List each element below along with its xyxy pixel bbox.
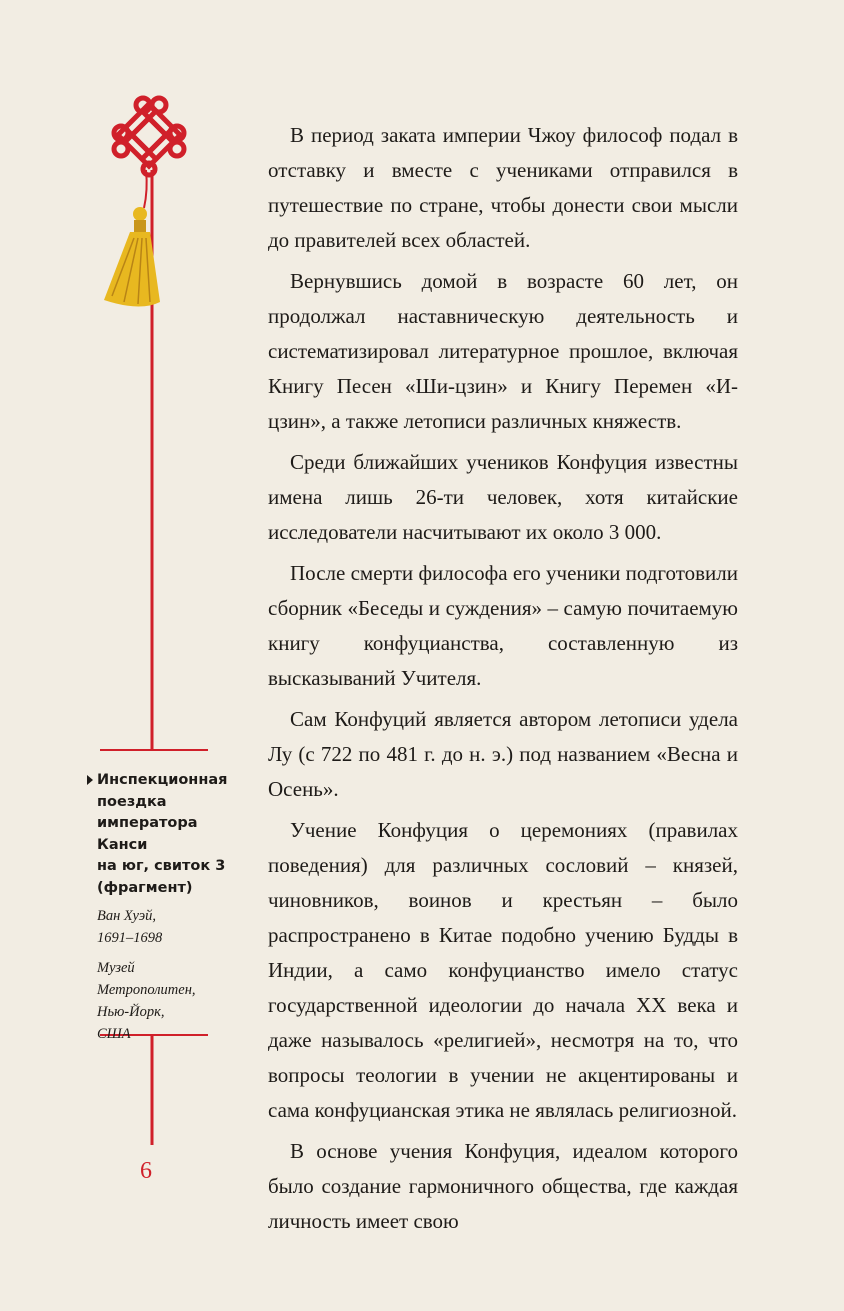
caption-location-line: США xyxy=(97,1026,131,1042)
caption-title-line: Канси xyxy=(97,836,148,853)
caption-location-line: Нью-Йорк, xyxy=(97,1004,165,1020)
paragraph: Учение Конфуция о церемониях (правилах поведения) для различных сословий – князей, чиновников, воинов и крестьян – было распространено в Китае подобно учению Будды в Индии, а само конфуцианство имело статус государственной идеологии до начала XX века и даже называлось «религией», несмотря на то, что вопросы теологии в учении не акцентированы и сама конфуцианская этика не являлась религиозной. xyxy=(268,818,738,1122)
caption-location xyxy=(97,957,237,1045)
caption-location-line: Музей xyxy=(97,960,135,976)
caption-title-line: Инспекционная xyxy=(97,772,228,788)
caption-title-line: поездка xyxy=(97,793,167,810)
caption-title xyxy=(97,770,237,899)
caption-title-line: (фрагмент) xyxy=(97,879,193,896)
paragraph: Сам Конфуций является автором летописи удела Лу (с 722 по 481 г. до н. э.) под названием «Весна и Осень». xyxy=(268,707,738,801)
illustration-caption xyxy=(97,770,237,1053)
endless-knot-icon xyxy=(114,98,184,175)
paragraph: В период заката империи Чжоу философ подал в отставку и вместе с учениками отправился в путешествие по стране, чтобы донести свои мысли до правителей всех областей. xyxy=(268,123,738,252)
caption-author xyxy=(97,905,237,949)
body-text xyxy=(268,118,738,1245)
caption-location-line: Метрополитен, xyxy=(97,982,196,998)
paragraph: Вернувшись домой в возрасте 60 лет, он продолжал наставническую деятельность и систематизировал литературное прошлое, включая Книгу Песен «Ши-цзин» и Книгу Перемен «И-цзин», а также летописи различных княжеств. xyxy=(268,269,738,433)
caption-author-line: Ван Хуэй, xyxy=(97,908,157,924)
paragraph: Среди ближайших учеников Конфуция известны имена лишь 26-ти человек, хотя китайские исследователи насчитывают их около 3 000. xyxy=(268,450,738,544)
paragraph: В основе учения Конфуция, идеалом которого было создание гармоничного общества, где каждая личность имеет свою xyxy=(268,1139,738,1233)
caption-marker-icon xyxy=(87,775,93,785)
caption-title-line: императора xyxy=(97,815,198,831)
caption-title-line: на юг, свиток 3 xyxy=(97,858,226,874)
paragraph: После смерти философа его ученики подготовили сборник «Беседы и суждения» – самую почитаемую книгу конфуцианства, составленную из высказываний Учителя. xyxy=(268,561,738,690)
caption-author-line: 1691–1698 xyxy=(97,930,163,946)
page-number: 6 xyxy=(140,1158,152,1184)
